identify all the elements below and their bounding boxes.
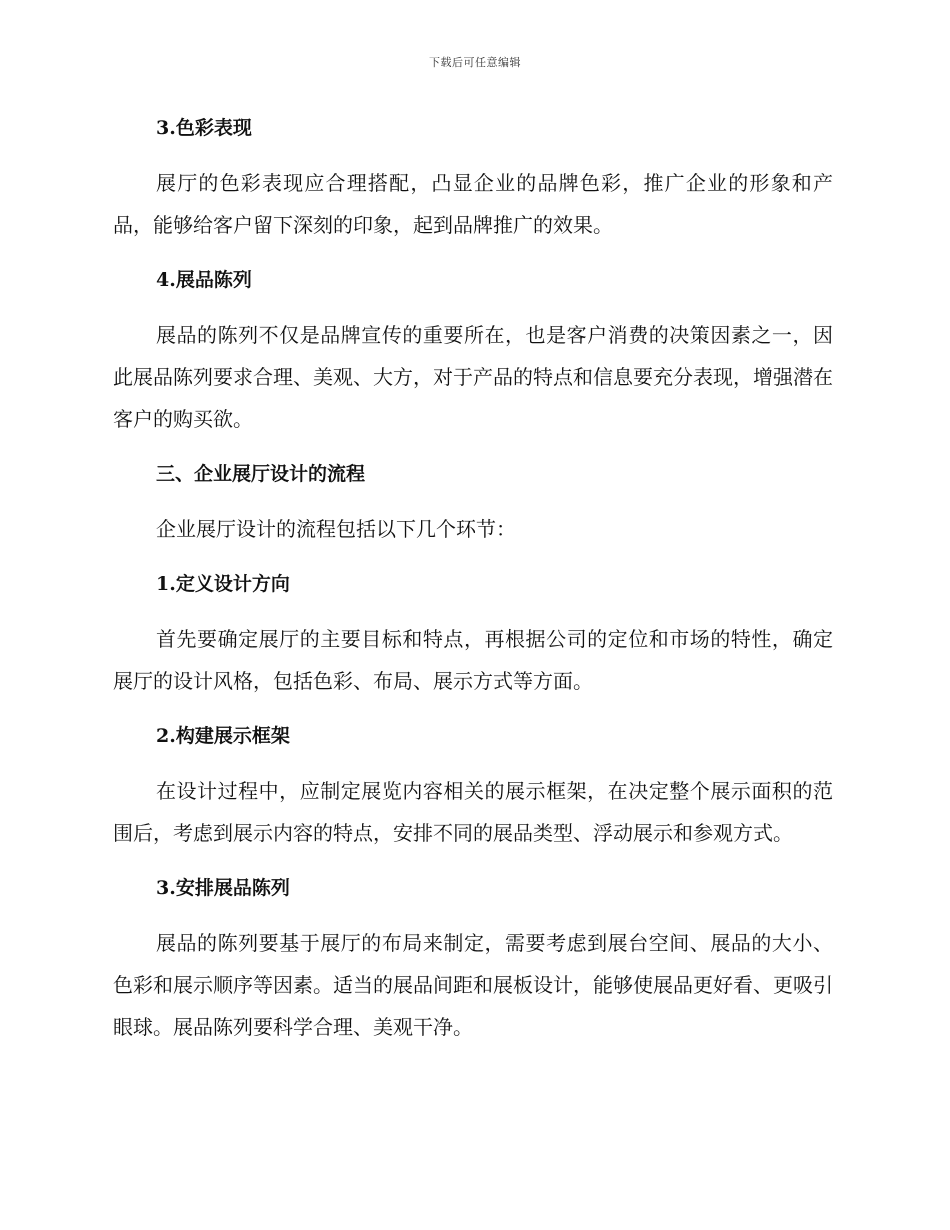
section-heading-build-framework: 2.构建展示框架 bbox=[156, 725, 290, 747]
paragraph-arrange-exhibits: 展品的陈列要基于展厅的布局来制定，需要考虑到展台空间、展品的大小、色彩和展示顺序等因素。适当的展品间距和展板设计，能够使展品更好看、更吸引眼球。展品陈列要科学合理、美观干净。 bbox=[113, 931, 833, 1039]
section-heading-define-direction: 1.定义设计方向 bbox=[156, 573, 290, 595]
paragraph-define-direction: 首先要确定展厅的主要目标和特点，再根据公司的定位和市场的特性，确定展厅的设计风格，包括色彩、布局、展示方式等方面。 bbox=[113, 627, 833, 693]
section-heading-design-process: 三、企业展厅设计的流程 bbox=[156, 463, 366, 485]
paragraph-build-framework: 在设计过程中，应制定展览内容相关的展示框架，在决定整个展示面积的范围后，考虑到展示内容的特点，安排不同的展品类型、浮动展示和参观方式。 bbox=[113, 779, 833, 845]
paragraph-exhibit-display: 展品的陈列不仅是品牌宣传的重要所在，也是客户消费的决策因素之一，因此展品陈列要求合理、美观、大方，对于产品的特点和信息要充分表现，增强潜在客户的购买欲。 bbox=[113, 323, 833, 431]
section-heading-color-expression: 3.色彩表现 bbox=[156, 117, 252, 139]
paragraph-design-process-intro: 企业展厅设计的流程包括以下几个环节： bbox=[156, 517, 516, 541]
section-heading-exhibit-display: 4.展品陈列 bbox=[156, 269, 252, 291]
page-header: 下载后可任意编辑 bbox=[429, 56, 521, 69]
section-heading-arrange-exhibits: 3.安排展品陈列 bbox=[156, 877, 290, 899]
paragraph-color-expression: 展厅的色彩表现应合理搭配，凸显企业的品牌色彩，推广企业的形象和产品，能够给客户留下深刻的印象，起到品牌推广的效果。 bbox=[113, 171, 833, 237]
document-body bbox=[113, 108, 833, 1062]
